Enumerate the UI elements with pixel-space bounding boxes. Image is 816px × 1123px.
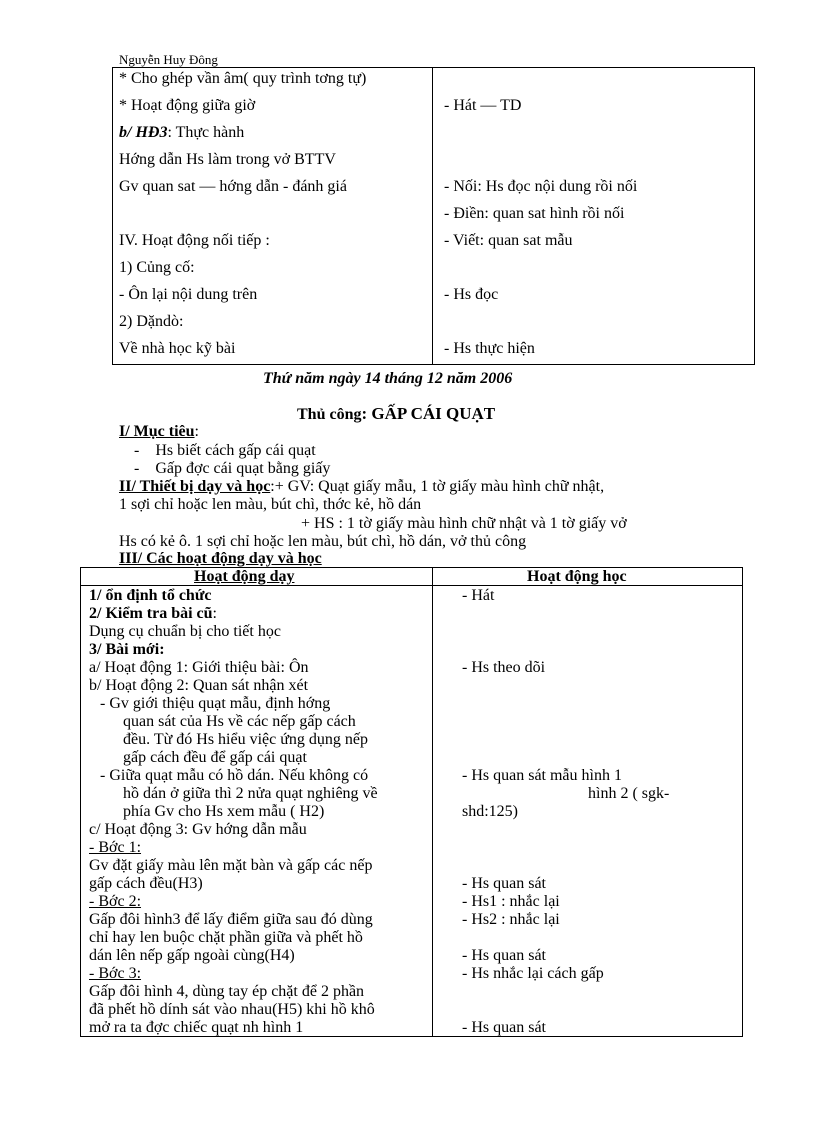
objective-text-2: Gấp đợc cái quạt bằng giấy	[155, 460, 331, 477]
t2-review-colon: :	[212, 605, 217, 622]
t2-stabilize: 1/ ổn định tổ chức	[89, 587, 212, 604]
objectives-colon: :	[194, 423, 199, 440]
t2-right-repeat-method: - Hs nhắc lại cách gấp	[462, 965, 604, 982]
t2-step3-line1: Gấp đôi hình 4, dùng tay ép chặt để 2 phần	[89, 983, 365, 1000]
hd3-label: b/ HĐ3	[119, 124, 168, 141]
t2-right-observe-5: - Hs quan sát	[462, 947, 546, 964]
t2-activity-c: c/ Hoạt động 3: Gv hớng dẫn mẫu	[89, 821, 307, 838]
t2-step1-line1: Gv đặt giấy màu lên mặt bàn và gấp các nếp	[89, 857, 373, 874]
objectives-label: I/ Mục tiêu	[119, 423, 195, 440]
t1-left-row-9: 2) Dặndò:	[119, 313, 184, 330]
t2-new-lesson: 3/ Bài mới:	[89, 641, 165, 658]
t2-step3-line2: đã phết hồ dính sát vào nhau(H5) khi hồ khô	[89, 1001, 375, 1018]
t1-right-row-4: - Viết: quan sat mẫu	[444, 232, 573, 249]
col-header-teaching: Hoạt động dạy	[194, 568, 295, 585]
t2-activity-b: b/ Hoạt động 2: Quan sát nhận xét	[89, 677, 309, 694]
t2-right-observe-2: hình 2 ( sgk-	[588, 785, 670, 802]
t1-right-row-1: - Hát — TD	[444, 97, 522, 114]
equipment-line-4: Hs có kẻ ô. 1 sợi chỉ hoặc len màu, bút chì, hồ dán, vở thủ công	[119, 533, 527, 550]
t1-left-row-4: Hớng dẫn Hs làm trong vở BTTV	[119, 151, 336, 168]
lesson-name: : GẤP CÁI QUẠT	[361, 404, 496, 423]
t2-review-label: 2/ Kiểm tra bài cũ	[89, 605, 213, 622]
t2-right-sing: - Hát	[462, 587, 495, 604]
date-line: Thứ năm ngày 14 tháng 12 năm 2006	[263, 370, 513, 387]
t2-review-text: Dụng cụ chuẩn bị cho tiết học	[89, 623, 281, 640]
t2-step2-line2: chỉ hay len buộc chặt phần giữa và phết hồ	[89, 929, 363, 946]
t1-left-row-2: * Hoạt động giữa giờ	[119, 97, 256, 114]
t2-right-observe-1: - Hs quan sát mẫu hình 1	[462, 767, 622, 784]
t2-review-heading	[89, 606, 217, 622]
t2-b2-line1: - Giữa quạt mẫu có hồ dán. Nếu không có	[100, 767, 369, 784]
objective-text-1: Hs biết cách gấp cái quạt	[155, 442, 316, 459]
t2-b1-line3: đều. Từ đó Hs hiểu việc ứng dụng nếp	[123, 731, 369, 748]
t1-left-row-3	[119, 125, 244, 141]
t2-activity-a: a/ Hoạt động 1: Giới thiệu bài: Ôn	[89, 659, 309, 676]
t2-b2-line3: phía Gv cho Hs xem mẫu ( H2)	[123, 803, 325, 820]
t2-right-repeat-2: - Hs2 : nhắc lại	[462, 911, 560, 928]
equipment-heading: II/ Thiết bị dạy và học	[119, 478, 271, 495]
t2-right-follow: - Hs theo dõi	[462, 659, 546, 676]
t1-left-row-1: * Cho ghép vần âm( quy trình tơng tự)	[119, 70, 367, 87]
objective-item-2: - Gấp đợc cái quạt bằng giấy	[134, 460, 331, 477]
t2-step1-label: - Bớc 1:	[89, 839, 142, 856]
t2-b1-line4: gấp cách đều để gấp cái quạt	[123, 749, 307, 766]
t2-step2-label: - Bớc 2:	[89, 893, 142, 910]
t1-left-row-5: Gv quan sat — hớng dẫn - đánh giá	[119, 178, 347, 195]
t2-step3-label: - Bớc 3:	[89, 965, 142, 982]
col-header-learning: Hoạt động học	[527, 568, 627, 585]
equipment-hs: + HS : 1 tờ giấy màu hình chữ nhật và 1 tờ giấy vở	[301, 515, 627, 532]
equipment-line-2: 1 sợi chỉ hoặc len màu, bút chì, thớc kẻ, hồ dán	[119, 496, 422, 513]
t1-right-row-2: - Nối: Hs đọc nội dung rồi nối	[444, 178, 638, 195]
author-name: Nguyễn Huy Đông	[119, 52, 218, 67]
t1-left-row-10: Về nhà học kỹ bài	[119, 340, 236, 357]
t2-right-observe-3: shd:125)	[462, 803, 518, 820]
t2-b1-line1: - Gv giới thiệu quạt mẫu, định hớng	[100, 695, 331, 712]
t1-left-row-7: 1) Củng cố:	[119, 259, 195, 276]
lesson-title	[297, 404, 495, 424]
objective-item-1: - Hs biết cách gấp cái quạt	[134, 442, 316, 459]
subject-label: Thủ công	[297, 406, 362, 423]
t1-left-row-6: IV. Hoạt động nối tiếp :	[119, 232, 270, 249]
t2-step2-line1: Gấp đôi hình3 để lấy điểm giữa sau đó dùng	[89, 911, 373, 928]
t2-right-observe-6: - Hs quan sát	[462, 1019, 546, 1036]
t1-left-row-8: - Ôn lại nội dung trên	[119, 286, 258, 303]
t2-step3-line3: mở ra ta đợc chiếc quạt nh hình 1	[89, 1019, 304, 1036]
hd3-text: : Thực hành	[167, 124, 245, 141]
activities-heading: III/ Các hoạt động dạy và học	[119, 550, 322, 567]
t2-b2-line2: hồ dán ở giữa thì 2 nửa quạt nghiêng về	[123, 785, 378, 802]
t2-b1-line2: quan sát của Hs về các nếp gấp cách	[123, 713, 356, 730]
t2-right-observe-4: - Hs quan sát	[462, 875, 546, 892]
objectives-heading	[119, 423, 199, 441]
t2-right-repeat-1: - Hs1 : nhắc lại	[462, 893, 560, 910]
equipment-line-1	[119, 478, 604, 496]
t2-step1-line2: gấp cách đều(H3)	[89, 875, 203, 892]
t1-right-row-6: - Hs thực hiện	[444, 340, 535, 357]
t2-step2-line3: dán lên nếp gấp ngoài cùng(H4)	[89, 947, 295, 964]
t1-right-row-3: - Điền: quan sat hình rồi nối	[444, 205, 625, 222]
equipment-gv: :+ GV: Quạt giấy mẫu, 1 tờ giấy màu hình chữ nhật,	[270, 478, 605, 495]
t1-right-row-5: - Hs đọc	[444, 286, 499, 303]
